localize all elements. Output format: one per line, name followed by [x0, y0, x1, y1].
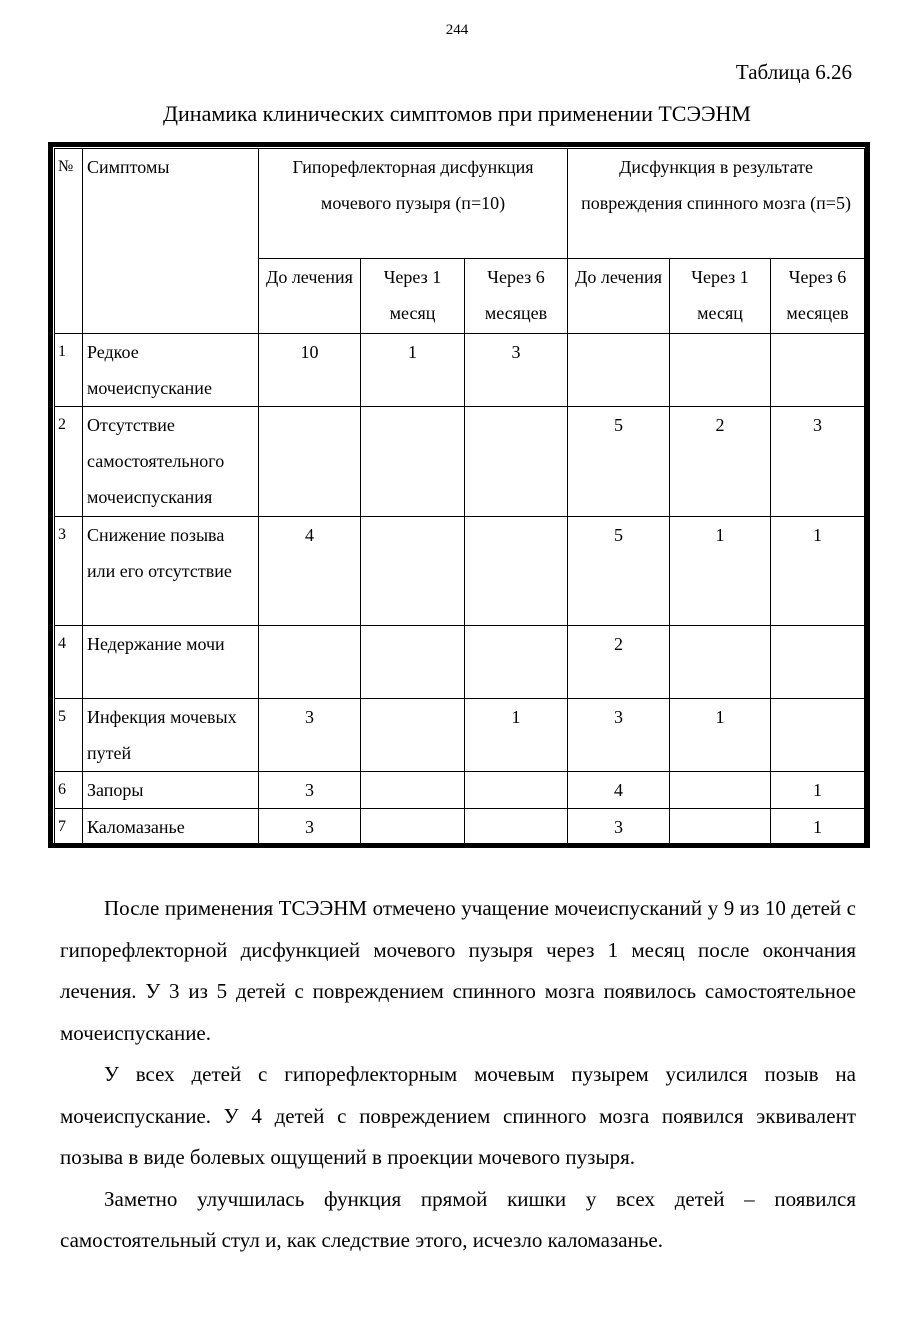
row-value [361, 772, 465, 809]
header-period: Через 1 месяц [670, 259, 771, 334]
row-value [361, 517, 465, 626]
table-row [55, 699, 865, 772]
row-value: 1 [771, 809, 865, 847]
header-period: Через 6 месяцев [465, 259, 568, 334]
table-row [55, 517, 865, 626]
row-value: 1 [771, 772, 865, 809]
row-symptom: Запоры [83, 772, 259, 809]
table-row [55, 626, 865, 699]
table-row [55, 407, 865, 517]
row-value: 4 [568, 772, 670, 809]
row-number: 4 [55, 626, 83, 699]
row-value [670, 626, 771, 699]
row-value: 5 [568, 517, 670, 626]
row-value: 1 [670, 517, 771, 626]
row-value [465, 626, 568, 699]
paragraph: После применения ТСЭЭНМ отмечено учащение мочеиспусканий у 9 из 10 детей с гипорефлекторной дисфункцией мочевого пузыря через 1 месяц после окончания лечения. У 3 из 5 детей с повреждением спинного мозга появилось самостоятельное мочеиспускание. [60, 896, 856, 1045]
paragraph: Заметно улучшилась функция прямой кишки у всех детей – появился самостоятельный стул и, как следствие этого, исчезло каломазанье. [60, 1186, 856, 1252]
row-value [568, 334, 670, 407]
header-group-spinal: Дисфункция в результате повреждения спинного мозга (п=5) [568, 149, 865, 259]
row-value: 3 [259, 772, 361, 809]
row-value: 2 [670, 407, 771, 517]
row-value [465, 772, 568, 809]
table-row [55, 809, 865, 847]
row-value [465, 809, 568, 847]
table-row [55, 772, 865, 809]
row-value [670, 772, 771, 809]
row-symptom: Каломазанье [83, 809, 259, 847]
body-text [60, 888, 856, 1262]
row-value: 3 [259, 809, 361, 847]
row-number: 3 [55, 517, 83, 626]
row-value [670, 809, 771, 847]
row-number: 5 [55, 699, 83, 772]
row-value: 3 [465, 334, 568, 407]
row-value: 3 [568, 699, 670, 772]
table-label: Таблица 6.26 [735, 60, 852, 84]
symptoms-table-frame [48, 142, 870, 848]
row-value [771, 334, 865, 407]
row-value: 1 [670, 699, 771, 772]
row-number: 2 [55, 407, 83, 517]
header-period: До лечения [259, 259, 361, 334]
row-value [361, 626, 465, 699]
row-value [361, 407, 465, 517]
row-symptom: Редкое мочеиспускание [83, 334, 259, 407]
row-value: 3 [568, 809, 670, 847]
header-row-groups [55, 149, 865, 259]
header-group-hyporeflex: Гипорефлекторная дисфункция мочевого пузыря (п=10) [259, 149, 568, 259]
symptoms-table [54, 148, 865, 847]
row-value [465, 407, 568, 517]
row-value: 2 [568, 626, 670, 699]
row-value: 1 [361, 334, 465, 407]
table-title: Динамика клинических симптомов при применении ТСЭЭНМ [163, 101, 751, 126]
row-number: 7 [55, 809, 83, 847]
page-number: 244 [445, 22, 469, 38]
row-value [361, 809, 465, 847]
row-symptom: Недержание мочи [83, 626, 259, 699]
header-period: Через 6 месяцев [771, 259, 865, 334]
header-period: Через 1 месяц [361, 259, 465, 334]
row-value [361, 699, 465, 772]
row-symptom: Инфекция мочевых путей [83, 699, 259, 772]
row-value: 4 [259, 517, 361, 626]
row-value: 3 [771, 407, 865, 517]
row-symptom: Снижение позыва или его отсутствие [83, 517, 259, 626]
row-value [771, 626, 865, 699]
paragraph: У всех детей с гипорефлекторным мочевым пузырем усилился позыв на мочеиспускание. У 4 детей с повреждением спинного мозга появился эквивалент позыва в виде болевых ощущений в проекции мочевого пузыря. [60, 1062, 856, 1169]
row-value: 1 [771, 517, 865, 626]
row-number: 6 [55, 772, 83, 809]
row-value [465, 517, 568, 626]
row-value [771, 699, 865, 772]
row-value [670, 334, 771, 407]
row-value: 10 [259, 334, 361, 407]
table-row [55, 334, 865, 407]
row-value [259, 626, 361, 699]
row-value: 3 [259, 699, 361, 772]
row-value [259, 407, 361, 517]
row-value: 5 [568, 407, 670, 517]
row-symptom: Отсутствие самостоятельного мочеиспускания [83, 407, 259, 517]
header-symptoms: Симптомы [83, 149, 259, 334]
header-num: № [55, 149, 83, 334]
row-number: 1 [55, 334, 83, 407]
row-value: 1 [465, 699, 568, 772]
header-period: До лечения [568, 259, 670, 334]
